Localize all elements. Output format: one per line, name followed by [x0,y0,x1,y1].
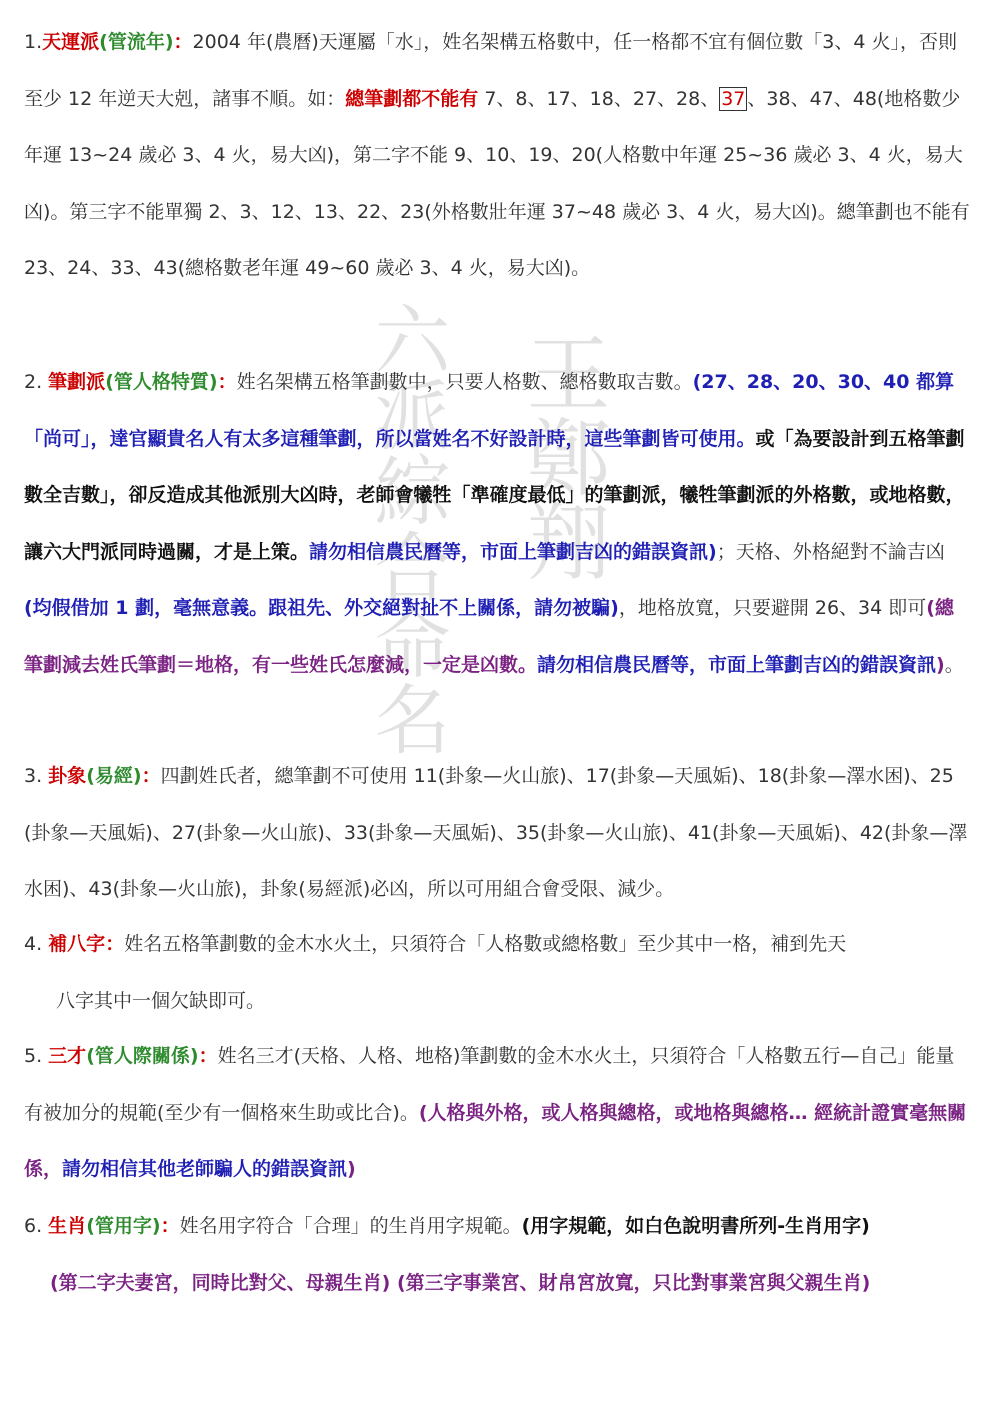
item-colon: ： [173,31,193,53]
item-note-blue: (均假借加 1 劃，毫無意義。跟祖先、外交絕對扯不上關係，請勿被騙) [24,597,619,619]
rule-item-1 [24,14,970,297]
item-number: 1. [24,31,43,53]
item-number: 5. [24,1045,49,1067]
item-number: 2. [24,371,49,393]
item-text: 姓名用字符合「合理」的生肖用字規範。 [179,1215,522,1237]
item-note-purple: (總筆劃減去姓氏筆劃＝地格，有一些姓氏怎麼減，一定是凶數。 [24,597,954,676]
item-tag: (易經) [86,765,142,787]
item-note-blue: 請勿相信農民曆等，市面上筆劃吉凶的錯誤資訊) [309,540,717,563]
rule-item-5 [24,1028,970,1198]
item-tag: (管人際關係) [86,1045,199,1067]
boxed-number: 37 [721,87,746,110]
item-note-blue: 請勿相信其他老師騙人的錯誤資訊 [62,1158,348,1180]
watermark-name-col2: 王鄭翔 [513,330,611,582]
item-note-purple: ) [936,653,945,676]
item-number: 3. [24,765,49,787]
item-note-blue: (27、28、20、30、40 都算「尚可」，達官顯貴名人有太多這種筆劃，所以當姓名不好設計時，這些筆劃皆可使用。 [24,371,955,450]
item-tag: (管人格特質) [105,371,218,393]
item-title: 筆劃派 [48,371,106,393]
item-colon: ： [198,1045,218,1067]
item-colon: ： [105,933,125,955]
item-number: 4. [24,933,49,955]
item-text: 2004 年(農曆)天運屬「水」，姓名架構五格數中，任一格都不宜有個位數「3、4 火」，否則至少 12 年逆天大剋，諸事不順。如： [24,31,957,110]
watermark-name-col1: 六派綜合命名 [362,300,451,756]
item-colon: ： [160,1215,180,1237]
item-text: 八字其中一個欠缺即可。 [56,989,266,1012]
item-colon: ： [141,765,161,787]
item-note-bold: 或「為要設計到五格筆劃數全吉數」，卻反造成其他派別大凶時，老師會犧牲「準確度最低」的筆劃派，犧牲筆劃派的外格數，或地格數，讓六大門派同時過關，才是上策。 [24,427,965,563]
item-note-purple: ) [347,1158,356,1180]
item-title: 補八字 [48,933,106,955]
item-note-bold: (用字規範，如白色說明書所列-生肖用字) [521,1215,870,1237]
item-title: 生肖 [48,1215,87,1237]
item-highlight: 總筆劃都不能有 [345,87,479,110]
item-title: 卦象 [48,765,87,787]
item-title: 三才 [48,1045,87,1067]
item-note-blue: 請勿相信農民曆等，市面上筆劃吉凶的錯誤資訊 [537,653,937,676]
rule-item-4 [24,916,970,1029]
item-text: 7、8、17、18、27、28、 [478,87,720,110]
rule-item-3 [24,748,970,918]
item-text: 四劃姓氏者，總筆劃不可使用 11(卦象—火山旅)、17(卦象—天風姤)、18(卦象—澤水困)、25(卦象—天風姤)、27(卦象—火山旅)、33(卦象—天風姤)、35(卦象—火山旅)、41(卦象—天風姤)、42(卦象—澤水困)、43(卦象—火山旅)，卦象(易經派)必凶，所以可用組合會受限、減少。 [24,765,968,900]
rule-item-6 [24,1198,970,1311]
item-text: 姓名三才(天格、人格、地格)筆劃數的金木水火土，只須符合「人格數五行—自己」能量有被加分的規範(至少有一個格來生助或比合)。 [24,1045,955,1124]
item-text: 姓名架構五格筆劃數中，只要人格數、總格數取吉數。 [236,371,693,393]
item-text: 姓名五格筆劃數的金木水火土，只須符合「人格數或總格數」至少其中一格，補到先天 [124,933,847,955]
item-text: ，地格放寬，只要避開 26、34 即可 [618,597,927,619]
item-text: 。 [944,653,964,676]
item-text: 、38、47、48(地格數少年運 13~24 歲必 3、4 火，易大凶)，第二字不能 9、10、19、20(人格數中年運 25~36 歲必 3、4 火，易大凶)。第三字不能單獨 2、3、12、13、22、23(外格數壯年運 37~48 歲必 3、4 火，易大凶)。總筆劃也不能有 23、24、33、43(總格數老年運 49~60 歲必 3、4 火，易大凶)。 [24,87,970,279]
item-note-purple: (人格與外格，或人格與總格，或地格與總格… 經統計證實毫無關係， [24,1101,967,1180]
item-text: ；天格、外格絕對不論吉凶 [716,540,945,563]
item-tag: (管用字) [86,1215,161,1237]
item-note-purple: (第二字夫妻宮，同時比對父、母親生肖) (第三字事業宮、財帛宮放寬，只比對事業宮與父親生肖) [50,1271,871,1294]
rule-item-2 [24,354,970,693]
item-colon: ： [217,371,237,393]
item-tag: (管流年) [99,31,174,53]
item-number: 6. [24,1215,49,1237]
item-title: 天運派 [42,31,100,53]
